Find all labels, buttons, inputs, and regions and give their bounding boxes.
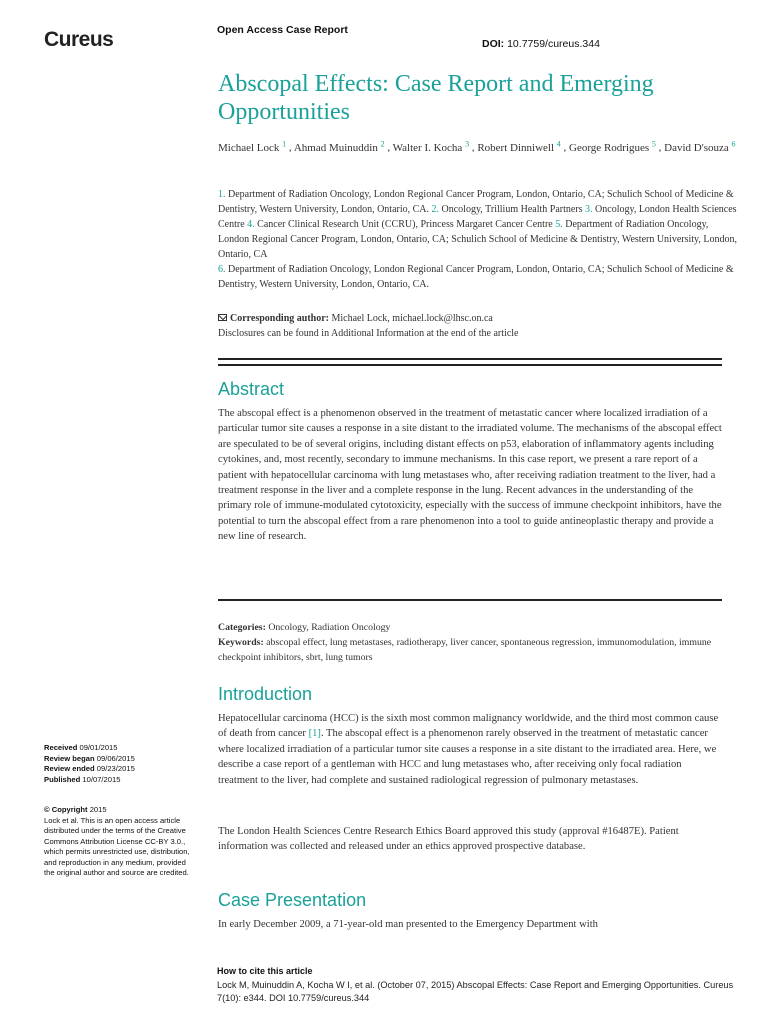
keywords-text[interactable]: abscopal effect, lung metastases, radiotherapy, liver cancer, spontaneous regression, immunomodulation, immune checkpoint inhibitors, sbrt, lung tumors xyxy=(218,637,712,664)
author-affil-sup: 3 xyxy=(465,139,470,148)
affiliation-number: 2. xyxy=(431,204,440,215)
affiliation-number: 1. xyxy=(218,189,226,200)
publication-dates: Received 09/01/2015 Review began 09/06/2015 Review ended 09/23/2015 Published 10/07/2015 xyxy=(44,743,135,784)
doi[interactable] xyxy=(482,38,600,50)
disclosures-note: Disclosures can be found in Additional Information at the end of the article xyxy=(218,328,519,339)
article-type: Open Access Case Report xyxy=(217,24,348,36)
affiliation-text: Department of Radiation Oncology, London Regional Cancer Program, London, Ontario, CA; Schulich School of Medicine & Dentistry, Western University, London, Ontario, CA. xyxy=(218,264,734,290)
journal-logo[interactable]: Cureus xyxy=(44,28,114,51)
how-to-cite-text: Lock M, Muinuddin A, Kocha W I, et al. (October 07, 2015) Abscopal Effects: Case Report and Emerging Opportunities. Cureus 7(10): e344. DOI 10.7759/cureus.344 xyxy=(217,980,734,1003)
keywords-label: Keywords: xyxy=(218,637,264,649)
abstract-heading: Abstract xyxy=(218,379,285,399)
corresponding-label: Corresponding author: xyxy=(230,313,329,324)
author-affil-sup: 2 xyxy=(380,139,385,148)
author[interactable]: Robert Dinniwell $^4$ xyxy=(477,139,561,154)
case-presentation-paragraph: In early December 2009, a 71-year-old man presented to the Emergency Department with xyxy=(218,919,598,930)
affiliation-number: 4. xyxy=(247,219,255,230)
affiliations xyxy=(218,187,738,292)
corresponding-text[interactable]: Michael Lock, michael.lock@lhsc.on.ca xyxy=(329,313,493,324)
categories-text[interactable]: Oncology, Radiation Oncology xyxy=(265,622,391,633)
section-divider xyxy=(218,358,722,366)
author-affil-sup: 6 xyxy=(731,139,736,148)
license-text[interactable]: Lock et al. This is an open access article distributed under the terms of the Creative Commons Attribution License CC-BY 3.0., which permits unrestricted use, distribution, and reproduction in any medium, provided the original author and source are credited. xyxy=(44,815,190,877)
doi-label: DOI: xyxy=(482,38,505,50)
affiliation-text: Department of Radiation Oncology, London Regional Cancer Program, London, Ontario, CA; Schulich School of Medicine & Dentistry, Western University, London, Ontario, CA xyxy=(218,219,738,260)
introduction-paragraph: The London Health Sciences Centre Research Ethics Board approved this study (approval #16487E). Patient information was collected and released under an ethics approved prospective database. xyxy=(218,826,679,853)
author-affil-sup: 5 xyxy=(651,139,656,148)
case-presentation-heading: Case Presentation xyxy=(218,890,367,910)
how-to-cite-heading: How to cite this article xyxy=(217,966,313,976)
introduction-heading: Introduction xyxy=(218,684,313,704)
article-title: Abscopal Effects: Case Report and Emerging Opportunities xyxy=(218,71,654,125)
review-began-date: 09/06/2015 xyxy=(96,753,135,763)
categories-label: Categories: xyxy=(218,622,266,633)
copyright-notice: © Copyright 2015 Lock et al. This is an open access article distributed under the terms of the Creative Commons Attribution License CC-BY 3.0., which permits unrestricted use, distribution, and reproduction in any medium, provided the original author and source are credited. xyxy=(44,805,190,877)
doi-value: 10.7759/cureus.344 xyxy=(507,38,600,50)
author[interactable]: David D'souza $^6$ xyxy=(664,139,736,154)
author[interactable]: Michael Lock $^1$ xyxy=(218,139,287,154)
affiliation-text: Oncology, Trillium Health Partners xyxy=(439,204,586,215)
affiliation-text: Cancer Clinical Research Unit (CCRU), Princess Margaret Cancer Centre xyxy=(254,219,556,230)
author[interactable]: Ahmad Muinuddin $^2$ xyxy=(293,139,385,154)
author-affil-sup: 1 xyxy=(282,139,287,148)
affiliation-number: 6. xyxy=(218,264,226,275)
affiliation-number: 5. xyxy=(555,219,563,230)
section-divider xyxy=(218,599,722,601)
affiliation-text: Oncology, London Health Sciences Centre xyxy=(218,204,737,230)
review-ended-date: 09/23/2015 xyxy=(96,764,135,773)
published-date: 10/07/2015 xyxy=(82,774,121,784)
citation-link[interactable]: [1] xyxy=(308,728,321,740)
affiliation-number: 3. xyxy=(585,204,593,215)
affiliation-text: Department of Radiation Oncology, London Regional Cancer Program, London, Ontario, CA; Schulich School of Medicine & Dentistry, Western University, London, Ontario, CA. xyxy=(218,189,734,215)
received-date: 09/01/2015 xyxy=(79,743,118,752)
author[interactable]: George Rodrigues $^5$ xyxy=(569,139,656,154)
corresponding-author xyxy=(218,311,738,341)
mail-icon xyxy=(218,314,227,321)
author[interactable]: Walter I. Kocha $^3$ xyxy=(392,139,470,154)
author-affil-sup: 4 xyxy=(556,139,561,148)
article-metadata xyxy=(218,620,728,666)
introduction-paragraph: Hepatocellular carcinoma (HCC) is the sixth most common malignancy worldwide, and the third most common cause of death from cancer [1]. The abscopal effect is a phenomenon rarely observed in the treatment of metastatic cancer where localized irradiation of a particular tumor site causes a response in a site distant to the irradiated area. Here, we describe a case report of a gentleman with HCC and lung metastases who, after receiving only focal radiation treatment to the liver, had complete and sustained radiological regression of pulmonary metastases. xyxy=(218,713,719,786)
author-list: Michael Lock $^1$ , Ahmad Muinuddin $^2$ , Walter I. Kocha $^3$ , Robert Dinniwell $^4$ , George Rodrigues $^5$ , David D'souza $^6$ xyxy=(218,139,736,154)
abstract-text: The abscopal effect is a phenomenon observed in the treatment of metastatic cancer where localized irradiation of a particular tumor site causes a response in a site distant to the irradiated volume. The mechanisms of the abscopal effect are speculated to be of several origins, including distant effects on p53, elaboration of inflammatory agents including cytokines, and, most recently, secondary to immune mechanisms. In this case report, we present a rare report of a patient with hepatocellular carcinoma with lung metastases who, after receiving radiation treatment to the liver, had a treatment response in the liver and a complete response in the lung. Recent advances in the understanding of the primary role of immune-modulated cytotoxicity, especially with the success of immune checkpoint inhibitors, have the potential to turn the abscopal effect from a rare phenomenon into a tool to guide antineoplastic therapy and provide a new line of research. xyxy=(218,408,722,543)
